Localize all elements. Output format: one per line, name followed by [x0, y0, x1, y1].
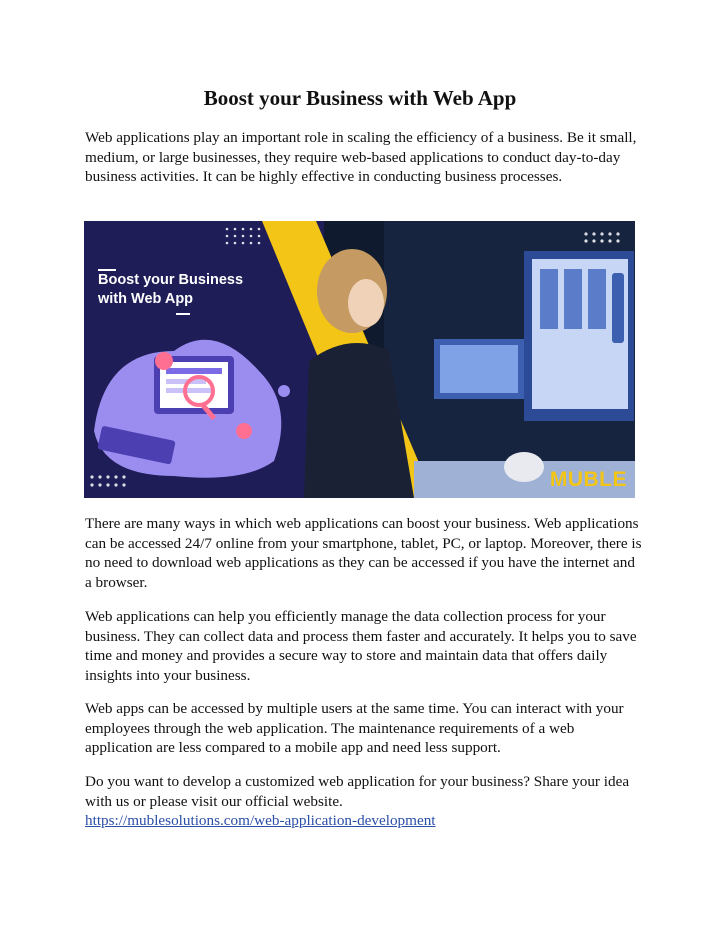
page-title: Boost your Business with Web App	[203, 86, 517, 110]
banner-illustration	[84, 221, 635, 498]
cta-paragraph	[85, 772, 645, 831]
data-paragraph: Web applications can help you efficiently manage the data collection process for your business. They can collect data and process them faster and accurately. It helps you to save time and money and provides a secure way to store and maintain data that offers daily insights into your business.	[85, 608, 637, 684]
muble-logo: MUBLE	[549, 468, 627, 491]
website-link[interactable]: https://mublesolutions.com/web-application-development	[85, 812, 436, 830]
banner-headline: Boost your Business with Web App	[98, 272, 244, 307]
users-paragraph: Web apps can be accessed by multiple users at the same time. You can interact with your employees through the web application. The maintenance requirements of a web application are less compared to a mobile app and need less support.	[85, 700, 624, 757]
cta-text: Do you want to develop a customized web application for your business? Share your idea with us or please visit our official website.	[85, 773, 630, 810]
banner-image	[84, 221, 635, 498]
intro-paragraph: Web applications play an important role in scaling the efficiency of a business. Be it small, medium, or large businesses, they require web-based applications to conduct day-to-day business activities. It can be highly effective in conducting business processes.	[85, 129, 637, 186]
ways-paragraph: There are many ways in which web applications can boost your business. Web applications can be accessed 24/7 online from your smartphone, tablet, PC, or laptop. Moreover, there is no need to download web applications as they can be accessed if you have the internet and a browser.	[85, 515, 642, 591]
